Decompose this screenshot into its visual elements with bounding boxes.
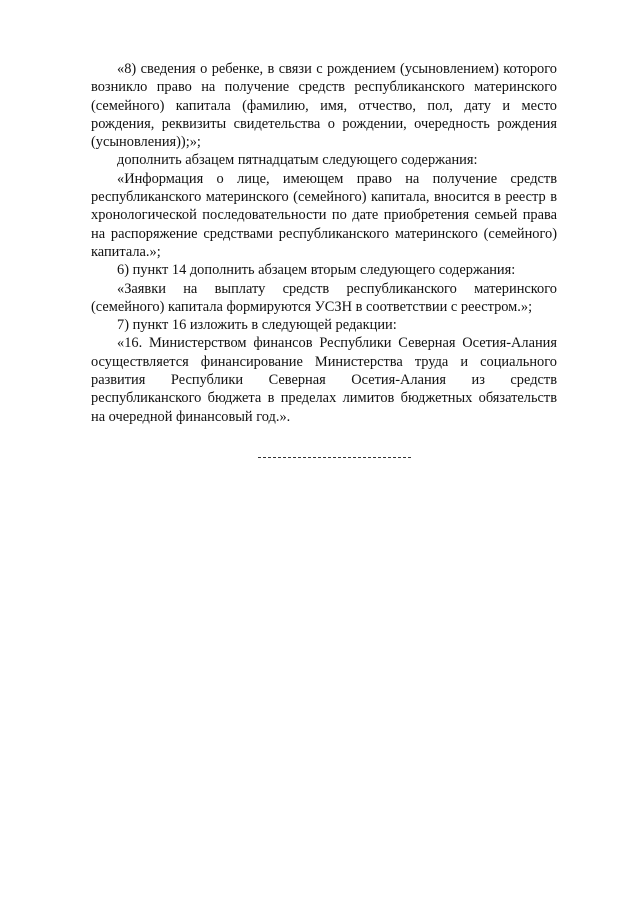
paragraph-point-7: 7) пункт 16 изложить в следующей редакции:: [117, 317, 397, 334]
paragraph-applications: «Заявки на выплату средств республиканского материнского (семейного) капитала формируются УСЗН в соответствии с реестром.»;: [91, 280, 557, 315]
paragraph-add-fifteenth: дополнить абзацем пятнадцатым следующего содержания:: [117, 152, 478, 169]
paragraph-item-8-info: «8) сведения о ребенке, в связи с рождением (усыновлением) которого возникло право на получение средств республиканского материнского (семейного) капитала (фамилию, имя, отчество, пол, дату и место рождения, реквизиты свидетельства о рождении, очередность рождения (усыновления));»;: [91, 61, 557, 151]
paragraph-point-6: 6) пункт 14 дополнить абзацем вторым следующего содержания:: [117, 262, 516, 279]
paragraph-registry-info: «Информация о лице, имеющем право на получение средств республиканского материнского (семейного) капитала, вносится в реестр в хронологической последовательности по дате приобретения семьей права на распоряжение средствами республиканского материнского (семейного) капитала.»;: [91, 170, 557, 260]
paragraph-point-16-text: «16. Министерством финансов Республики Северная Осетия-Алания осуществляется финансирование Министерства труда и социального развития Республики Северная Осетия-Алания из средств республиканского бюджета в пределах лимитов бюджетных обязательств на очередной финансовый год.».: [91, 335, 557, 425]
document-body: [91, 60, 557, 426]
end-divider: [258, 457, 411, 458]
